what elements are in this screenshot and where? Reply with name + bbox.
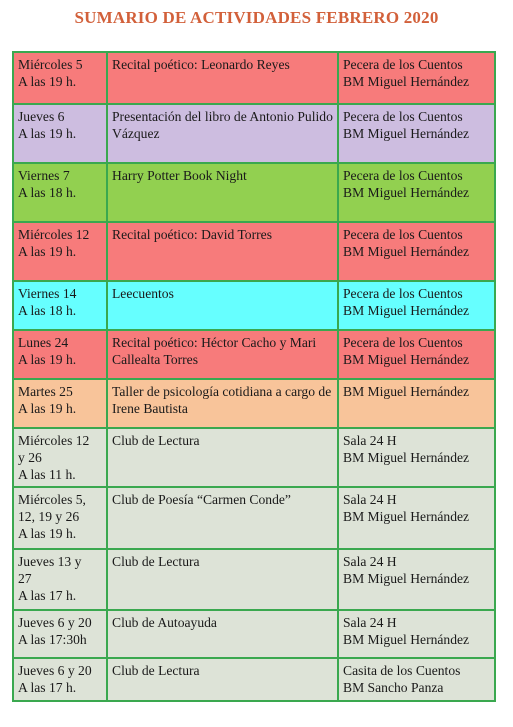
activity-cell xyxy=(107,610,338,658)
date-text: Lunes 24 xyxy=(18,335,69,350)
page-title: SUMARIO DE ACTIVIDADES FEBRERO 2020 xyxy=(74,8,439,27)
place-text: Sala 24 H xyxy=(343,554,397,569)
activity-text: Presentación del libro de Antonio Pulido Vázquez xyxy=(112,109,333,141)
date-text: A las 18 h. xyxy=(18,303,77,318)
place-text: BM Miguel Hernández xyxy=(343,126,470,141)
table-row xyxy=(13,379,495,428)
date-text: A las 17 h. xyxy=(18,588,77,603)
place-cell xyxy=(338,428,495,487)
place-cell xyxy=(338,610,495,658)
table-row xyxy=(13,549,495,610)
place-text: Pecera de los Cuentos xyxy=(343,57,463,72)
table-row xyxy=(13,610,495,658)
activity-cell xyxy=(107,487,338,549)
activity-text: Club de Lectura xyxy=(112,554,200,569)
activity-text: Harry Potter Book Night xyxy=(112,168,247,183)
place-text: Sala 24 H xyxy=(343,615,397,630)
place-text: Pecera de los Cuentos xyxy=(343,286,463,301)
activity-cell xyxy=(107,428,338,487)
table-row xyxy=(13,52,495,104)
date-text: Jueves 6 y 20 xyxy=(18,615,92,630)
date-cell xyxy=(13,52,107,104)
place-text: BM Miguel Hernández xyxy=(343,450,470,465)
activity-text: Club de Autoayuda xyxy=(112,615,217,630)
date-text: A las 19 h. xyxy=(18,74,77,89)
place-text: BM Miguel Hernández xyxy=(343,244,470,259)
place-text: BM Miguel Hernández xyxy=(343,632,470,647)
place-text: Pecera de los Cuentos xyxy=(343,109,463,124)
table-row xyxy=(13,330,495,379)
activity-cell xyxy=(107,52,338,104)
place-cell xyxy=(338,104,495,163)
activity-text: Club de Lectura xyxy=(112,433,200,448)
table-row xyxy=(13,104,495,163)
place-cell xyxy=(338,379,495,428)
place-text: Sala 24 H xyxy=(343,433,397,448)
place-text: Sala 24 H xyxy=(343,492,397,507)
activity-text: Club de Lectura xyxy=(112,663,200,678)
table-row xyxy=(13,428,495,487)
place-text: BM Miguel Hernández xyxy=(343,384,470,399)
place-text: BM Sancho Panza xyxy=(343,680,444,695)
activity-cell xyxy=(107,222,338,281)
activity-cell xyxy=(107,658,338,701)
date-cell xyxy=(13,428,107,487)
table-row xyxy=(13,658,495,701)
activity-text: Recital poético: Leonardo Reyes xyxy=(112,57,290,72)
place-text: BM Miguel Hernández xyxy=(343,185,470,200)
table-row xyxy=(13,281,495,330)
place-text: BM Miguel Hernández xyxy=(343,509,470,524)
place-text: BM Miguel Hernández xyxy=(343,303,470,318)
date-text: Miércoles 5 xyxy=(18,57,83,72)
table-row xyxy=(13,163,495,222)
table-row xyxy=(13,222,495,281)
date-text: y 26 xyxy=(18,450,42,465)
place-text: Pecera de los Cuentos xyxy=(343,168,463,183)
place-text: BM Miguel Hernández xyxy=(343,571,470,586)
place-text: Pecera de los Cuentos xyxy=(343,227,463,242)
place-text: BM Miguel Hernández xyxy=(343,74,470,89)
activity-cell xyxy=(107,281,338,330)
activity-text: Club de Poesía “Carmen Conde” xyxy=(112,492,291,507)
date-text: Martes 25 xyxy=(18,384,73,399)
date-text: Viernes 7 xyxy=(18,168,70,183)
place-cell xyxy=(338,222,495,281)
date-text: Miércoles 12 xyxy=(18,433,90,448)
date-text: A las 17:30h xyxy=(18,632,87,647)
date-cell xyxy=(13,163,107,222)
activity-text: Recital poético: Héctor Cacho y Mari Callealta Torres xyxy=(112,335,317,367)
activity-cell xyxy=(107,549,338,610)
place-cell xyxy=(338,330,495,379)
activity-cell xyxy=(107,104,338,163)
date-text: A las 19 h. xyxy=(18,352,77,367)
date-cell xyxy=(13,549,107,610)
place-text: Casita de los Cuentos xyxy=(343,663,461,678)
date-text: Miércoles 5, xyxy=(18,492,86,507)
table-row xyxy=(13,487,495,549)
date-text: A las 19 h. xyxy=(18,526,77,541)
activity-cell xyxy=(107,163,338,222)
activities-table xyxy=(12,51,496,702)
place-text: BM Miguel Hernández xyxy=(343,352,470,367)
date-cell xyxy=(13,379,107,428)
date-cell xyxy=(13,610,107,658)
place-cell xyxy=(338,281,495,330)
activity-text: Recital poético: David Torres xyxy=(112,227,272,242)
date-text: 27 xyxy=(18,571,32,586)
activities-table-body xyxy=(13,52,495,701)
date-text: Jueves 6 y 20 xyxy=(18,663,92,678)
date-text: A las 19 h. xyxy=(18,401,77,416)
place-cell xyxy=(338,487,495,549)
date-text: A las 18 h. xyxy=(18,185,77,200)
date-cell xyxy=(13,658,107,701)
date-cell xyxy=(13,281,107,330)
date-cell xyxy=(13,487,107,549)
place-cell xyxy=(338,549,495,610)
place-cell xyxy=(338,52,495,104)
date-text: A las 17 h. xyxy=(18,680,77,695)
place-text: Pecera de los Cuentos xyxy=(343,335,463,350)
date-text: 12, 19 y 26 xyxy=(18,509,80,524)
activity-cell xyxy=(107,330,338,379)
activity-cell xyxy=(107,379,338,428)
place-cell xyxy=(338,163,495,222)
date-text: Jueves 6 xyxy=(18,109,65,124)
date-text: A las 19 h. xyxy=(18,244,77,259)
activity-text: Leecuentos xyxy=(112,286,174,301)
date-text: A las 11 h. xyxy=(18,467,76,482)
date-cell xyxy=(13,222,107,281)
date-cell xyxy=(13,330,107,379)
date-cell xyxy=(13,104,107,163)
date-text: Miércoles 12 xyxy=(18,227,90,242)
date-text: A las 19 h. xyxy=(18,126,77,141)
date-text: Viernes 14 xyxy=(18,286,77,301)
date-text: Jueves 13 y xyxy=(18,554,82,569)
activity-text: Taller de psicología cotidiana a cargo de Irene Bautista xyxy=(112,384,332,416)
place-cell xyxy=(338,658,495,701)
